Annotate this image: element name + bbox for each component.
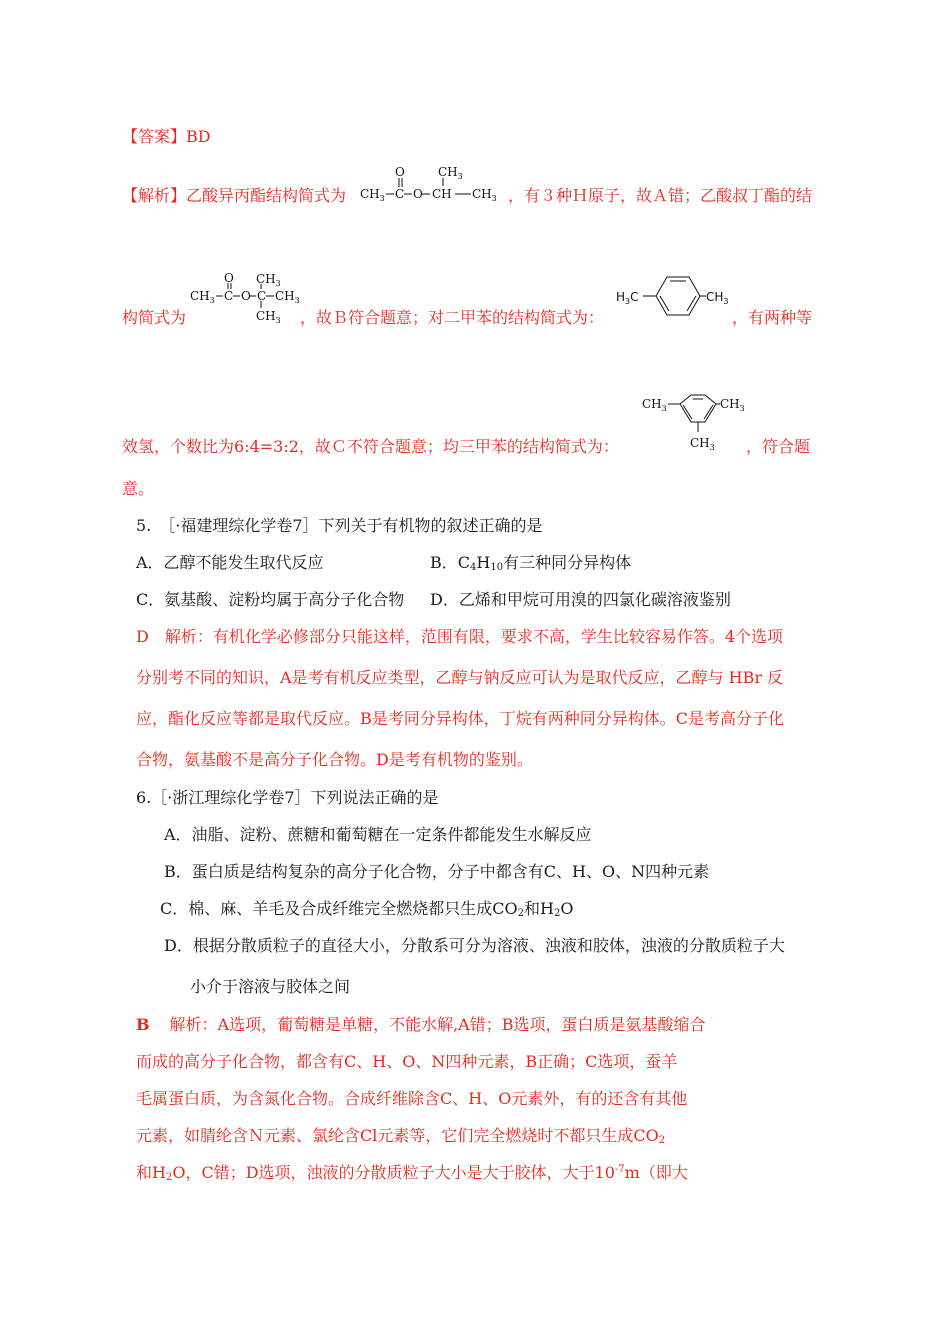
struct-ch3-right: $CH_3$ (720, 397, 745, 413)
q6-option-b: B．蛋白质是结构复杂的高分子化合物，分子中都含有C、H、O、N四种元素 (164, 862, 710, 881)
q5-explanation-3: 应，酯化反应等都是取代反应。B是考同分异构体，丁烷有两种同分异构体。C是考高分子化 (136, 709, 785, 728)
tbutyl-acetate-structure (188, 272, 308, 328)
analysis-line-3b: ，符合题 (746, 437, 811, 456)
struct-ch3-bottom: $CH_3$ (256, 309, 281, 325)
struct-ch3-right: $CH_3$ (275, 289, 300, 305)
analysis-line-2b: ，故Ｂ符合题意；对二甲苯的结构简式为： (300, 308, 605, 327)
answer-line (122, 127, 211, 147)
analysis-line-4: 意。 (122, 479, 155, 498)
struct-c-center: C (257, 289, 267, 303)
answer-value: BD (186, 127, 211, 146)
struct-ch3-bottom: $CH_3$ (690, 436, 715, 452)
q5-explanation-2: 分别考不同的知识，A是考有机反应类型，乙醇与钠反应可认为是取代反应，乙醇与 HBr 反 (136, 668, 784, 687)
struct-o: O (413, 187, 423, 201)
analysis-line-1a (122, 186, 346, 206)
q5-option-c: C．氨基酸、淀粉均属于高分子化合物 (136, 590, 405, 609)
struct-ch3-left: $CH_3$ (360, 187, 385, 203)
struct-ch3-right: $CH_3$ (706, 290, 729, 306)
isopropyl-acetate-structure (358, 164, 508, 204)
q6-explanation-3: 毛属蛋白质，为含氮化合物。合成纤维除含C、H、O元素外，有的还含有其他 (136, 1089, 688, 1108)
q6-explanation-1: B 解析：A选项，葡萄糖是单糖，不能水解,A错；B选项，蛋白质是氨基酸缩合 (136, 1015, 706, 1034)
q6-explanation-5: 和$H_2O$，C错；D选项，浊液的分散质粒子大小是大于胶体，大于$10^{-7}m$（即大 (136, 1163, 688, 1183)
struct-ch3-left: $CH_3$ (642, 397, 667, 413)
analysis-line-3a: 效氢，个数比为6:4=3:2，故Ｃ不符合题意；均三甲苯的结构简式为： (122, 437, 619, 456)
q5-explanation-1: D 解析：有机化学必修部分只能这样，范围有限，要求不高，学生比较容易作答。4个选项 (136, 627, 784, 646)
answer-label: 【答案】 (122, 127, 187, 146)
struct-ch: CH (432, 187, 452, 201)
analysis-line-1b: ，有３种Ｈ原子，故Ａ错；乙酸叔丁酯的结 (508, 186, 813, 205)
q6-stem: 6.［·浙江理综化学卷7］下列说法正确的是 (136, 788, 439, 807)
struct-carbonyl-c: C (395, 187, 405, 201)
struct-o-top: O (224, 271, 234, 285)
analysis-text: 乙酸异丙酯结构简式为 (186, 186, 347, 205)
q6-explanation-4: 元素，如腈纶含Ｎ元素、氯纶含Cl元素等，它们完全燃烧时不都只生成$CO_2$ (136, 1126, 666, 1146)
struct-ch3-top: $CH_3$ (256, 272, 281, 288)
q6-option-d-1: D．根据分散质粒子的直径大小，分散系可分为溶液、浊液和胶体，浊液的分散质粒子大 (164, 936, 785, 955)
mesitylene-structure (640, 390, 750, 456)
struct-ch3-left: $CH_3$ (190, 289, 215, 305)
struct-o: O (241, 289, 251, 303)
analysis-line-2c: ，有两种等 (732, 308, 813, 327)
struct-o-top: O (395, 165, 405, 179)
q6-explanation-2: 而成的高分子化合物，都含有C、H、O、N四种元素，B正确；C选项，蚕羊 (136, 1052, 678, 1071)
struct-carbonyl-c: C (224, 289, 234, 303)
p-xylene-structure (616, 270, 732, 322)
q6-option-a: A．油脂、淀粉、蔗糖和葡萄糖在一定条件都能发生水解反应 (164, 825, 592, 844)
q5-explanation-4: 合物，氨基酸不是高分子化合物。D是考有机物的鉴别。 (136, 750, 533, 769)
q5-option-b: B．$C_4H_{10}$有三种同分异构体 (430, 553, 632, 573)
q5-stem: 5. ［·福建理综化学卷7］下列关于有机物的叙述正确的是 (136, 516, 543, 535)
analysis-label: 【解析】 (122, 186, 187, 205)
q6-option-d-2: 小介于溶液与胶体之间 (190, 977, 351, 996)
struct-ch3-top: $CH_3$ (438, 165, 463, 181)
struct-ch3-right: $CH_3$ (472, 187, 497, 203)
q6-option-c: C．棉、麻、羊毛及合成纤维完全燃烧都只生成$CO_2$和$H_2O$ (160, 899, 574, 919)
q5-option-a: A．乙醇不能发生取代反应 (136, 553, 324, 572)
analysis-line-2a: 构简式为 (122, 308, 187, 327)
struct-h3c: $H_3C$ (616, 290, 639, 306)
q5-option-d: D．乙烯和甲烷可用溴的四氯化碳溶液鉴别 (430, 590, 731, 609)
